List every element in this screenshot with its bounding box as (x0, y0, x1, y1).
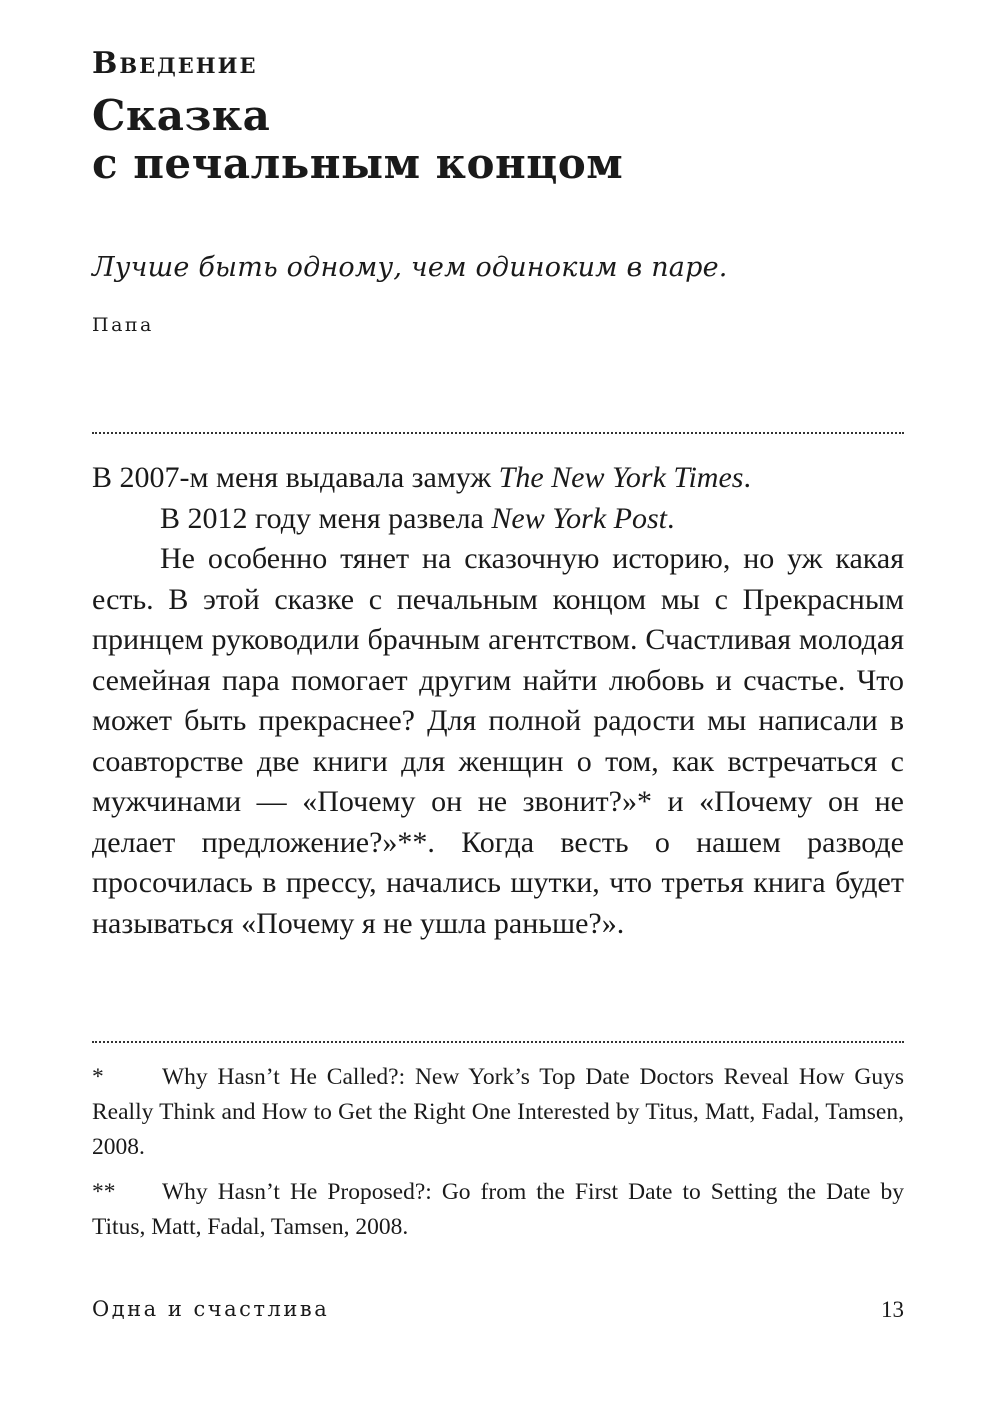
body-text (92, 458, 904, 944)
paragraph-1-end: . (743, 461, 751, 494)
epigraph-author: Папа (92, 314, 154, 336)
newspaper-name-nyt: The New York Times (498, 461, 744, 494)
footnote-1-text: Why Hasn’t He Called?: New York’s Top Date Doctors Reveal How Guys Really Think and How to Get the Right One Interested by Titus, Matt, Fadal, Tamsen, 2008. (92, 1064, 904, 1160)
footnote-2-text: Why Hasn’t He Proposed?: Go from the First Date to Setting the Date by Titus, Matt, Fadal, Tamsen, 2008. (92, 1179, 904, 1240)
epigraph-quote: Лучше быть одному, чем одиноким в паре. (92, 252, 728, 283)
paragraph-2-end: . (666, 501, 675, 535)
chapter-title (92, 92, 623, 188)
footnote-1 (92, 1060, 904, 1165)
running-title: Одна и счастлива (92, 1297, 330, 1321)
dotted-divider-top (92, 432, 904, 434)
page-number: 13 (881, 1297, 904, 1322)
paragraph-1-text: В 2007-м меня выдавала замуж (92, 461, 499, 494)
footnote-2 (92, 1175, 904, 1245)
newspaper-name-nypost: New York Post (491, 501, 667, 535)
chapter-title-line-1: Сказка (92, 91, 271, 140)
chapter-label: Введение (92, 46, 258, 81)
paragraph-2-text: В 2012 году меня развела (160, 501, 492, 535)
footnote-1-marker: * (92, 1064, 104, 1090)
body-paragraph-1 (92, 458, 904, 499)
book-page (92, 0, 904, 1409)
footnote-2-marker: ** (92, 1179, 116, 1205)
body-paragraph-2 (92, 499, 904, 540)
body-paragraph-3: Не особенно тянет на сказочную историю, но уж какая есть. В этой сказке с печальным концом мы с Прекрасным принцем руководили брачным агентством. Счастливая молодая семейная пара помогает другим найти любовь и счастье. Что может быть прекраснее? Для полной радости мы написали в соавторстве две книги для женщин о том, как встречаться с мужчинами — «Почему он не звонит?»* и «Почему он не делает предложение?»**. Когда весть о нашем разводе просочилась в прессу, начались шутки, что третья книга будет называться «Почему я не ушла раньше?». (92, 542, 904, 940)
footnotes (92, 1060, 904, 1255)
dotted-divider-bottom (92, 1041, 904, 1043)
chapter-title-line-2: с печальным концом (92, 139, 624, 188)
